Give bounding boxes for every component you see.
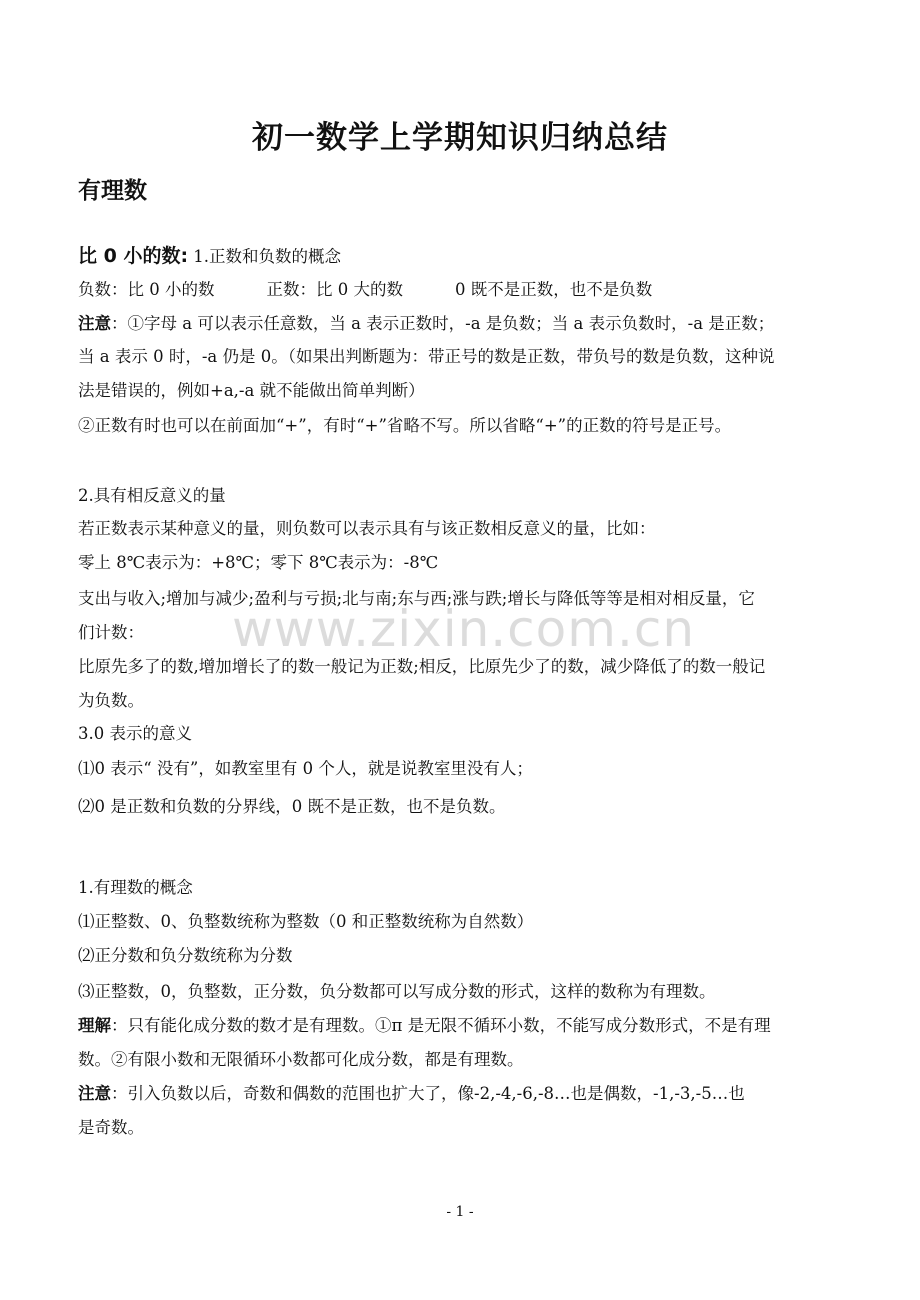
page-number: - 1 - <box>446 1204 474 1220</box>
line-text: ：只有能化成分数的数才是有理数。①π 是无限不循环小数，不能写成分数形式，不是有理 <box>111 1016 771 1035</box>
paragraph-line <box>78 1014 771 1038</box>
paragraph-line: 为负数。 <box>78 691 144 710</box>
inline-label: 理解 <box>78 1016 111 1035</box>
section-heading: 有理数 <box>78 178 147 204</box>
paragraph-line: 支出与收入;增加与减少;盈利与亏损;北与南;东与西;涨与跌;增长与降低等等是相对相反量，它 <box>78 589 755 608</box>
inline-label: 注意 <box>78 1084 111 1103</box>
paragraph-line: ②正数有时也可以在前面加“+”，有时“+”省略不写。所以省略“+”的正数的符号是正号。 <box>78 416 732 435</box>
paragraph-line: ⑴正整数、0、负整数统称为整数（0 和正整数统称为自然数） <box>78 912 534 931</box>
page-title: 初一数学上学期知识归纳总结 <box>252 120 668 156</box>
paragraph-line <box>78 312 774 336</box>
line-text: 1.正数和负数的概念 <box>188 247 342 266</box>
line-text: 正数：比 0 大的数 <box>266 280 403 299</box>
line-text: ：引入负数以后，奇数和偶数的范围也扩大了，像-2,-4,-6,-8…也是偶数，-1,-3,-5…也 <box>111 1084 745 1103</box>
inline-label: 比 0 小的数: <box>78 245 189 267</box>
inline-label: 注意 <box>78 314 111 333</box>
paragraph-line: 若正数表示某种意义的量，则负数可以表示具有与该正数相反意义的量，比如： <box>78 519 656 538</box>
line-text: 0 既不是正数，也不是负数 <box>455 280 653 299</box>
paragraph-line: 零上 8℃表示为：+8℃；零下 8℃表示为：-8℃ <box>78 553 439 572</box>
paragraph-line: ⑴0 表示“ 没有”，如教室里有 0 个人，就是说教室里没有人； <box>78 759 533 778</box>
paragraph-line: 1.有理数的概念 <box>78 878 193 897</box>
paragraph-line <box>78 244 341 269</box>
paragraph-line: ⑵0 是正数和负数的分界线，0 既不是正数，也不是负数。 <box>78 797 506 816</box>
paragraph-line <box>78 1082 745 1106</box>
paragraph-line <box>78 278 652 302</box>
paragraph-line: 法是错误的，例如+a,-a 就不能做出简单判断） <box>78 381 425 400</box>
paragraph-line: 数。②有限小数和无限循环小数都可化成分数，都是有理数。 <box>78 1050 524 1069</box>
paragraph-line: 当 a 表示 0 时，-a 仍是 0。（如果出判断题为：带正号的数是正数，带负号的数是负数，这种说 <box>78 347 775 366</box>
paragraph-line: 3.0 表示的意义 <box>78 724 192 743</box>
paragraph-line: 2.具有相反意义的量 <box>78 486 226 505</box>
line-text: 负数：比 0 小的数 <box>78 280 215 299</box>
paragraph-line: 们计数： <box>78 623 144 642</box>
paragraph-line: ⑵正分数和负分数统称为分数 <box>78 946 293 965</box>
watermark: www.zixin.com.cn <box>232 600 696 658</box>
line-text: ：①字母 a 可以表示任意数，当 a 表示正数时，-a 是负数；当 a 表示负数时，-a 是正数； <box>111 314 775 333</box>
paragraph-line: ⑶正整数，0，负整数，正分数，负分数都可以写成分数的形式，这样的数称为有理数。 <box>78 982 716 1001</box>
paragraph-line: 比原先多了的数,增加增长了的数一般记为正数;相反，比原先少了的数，减少降低了的数一般记 <box>78 657 766 676</box>
paragraph-line: 是奇数。 <box>78 1118 144 1137</box>
